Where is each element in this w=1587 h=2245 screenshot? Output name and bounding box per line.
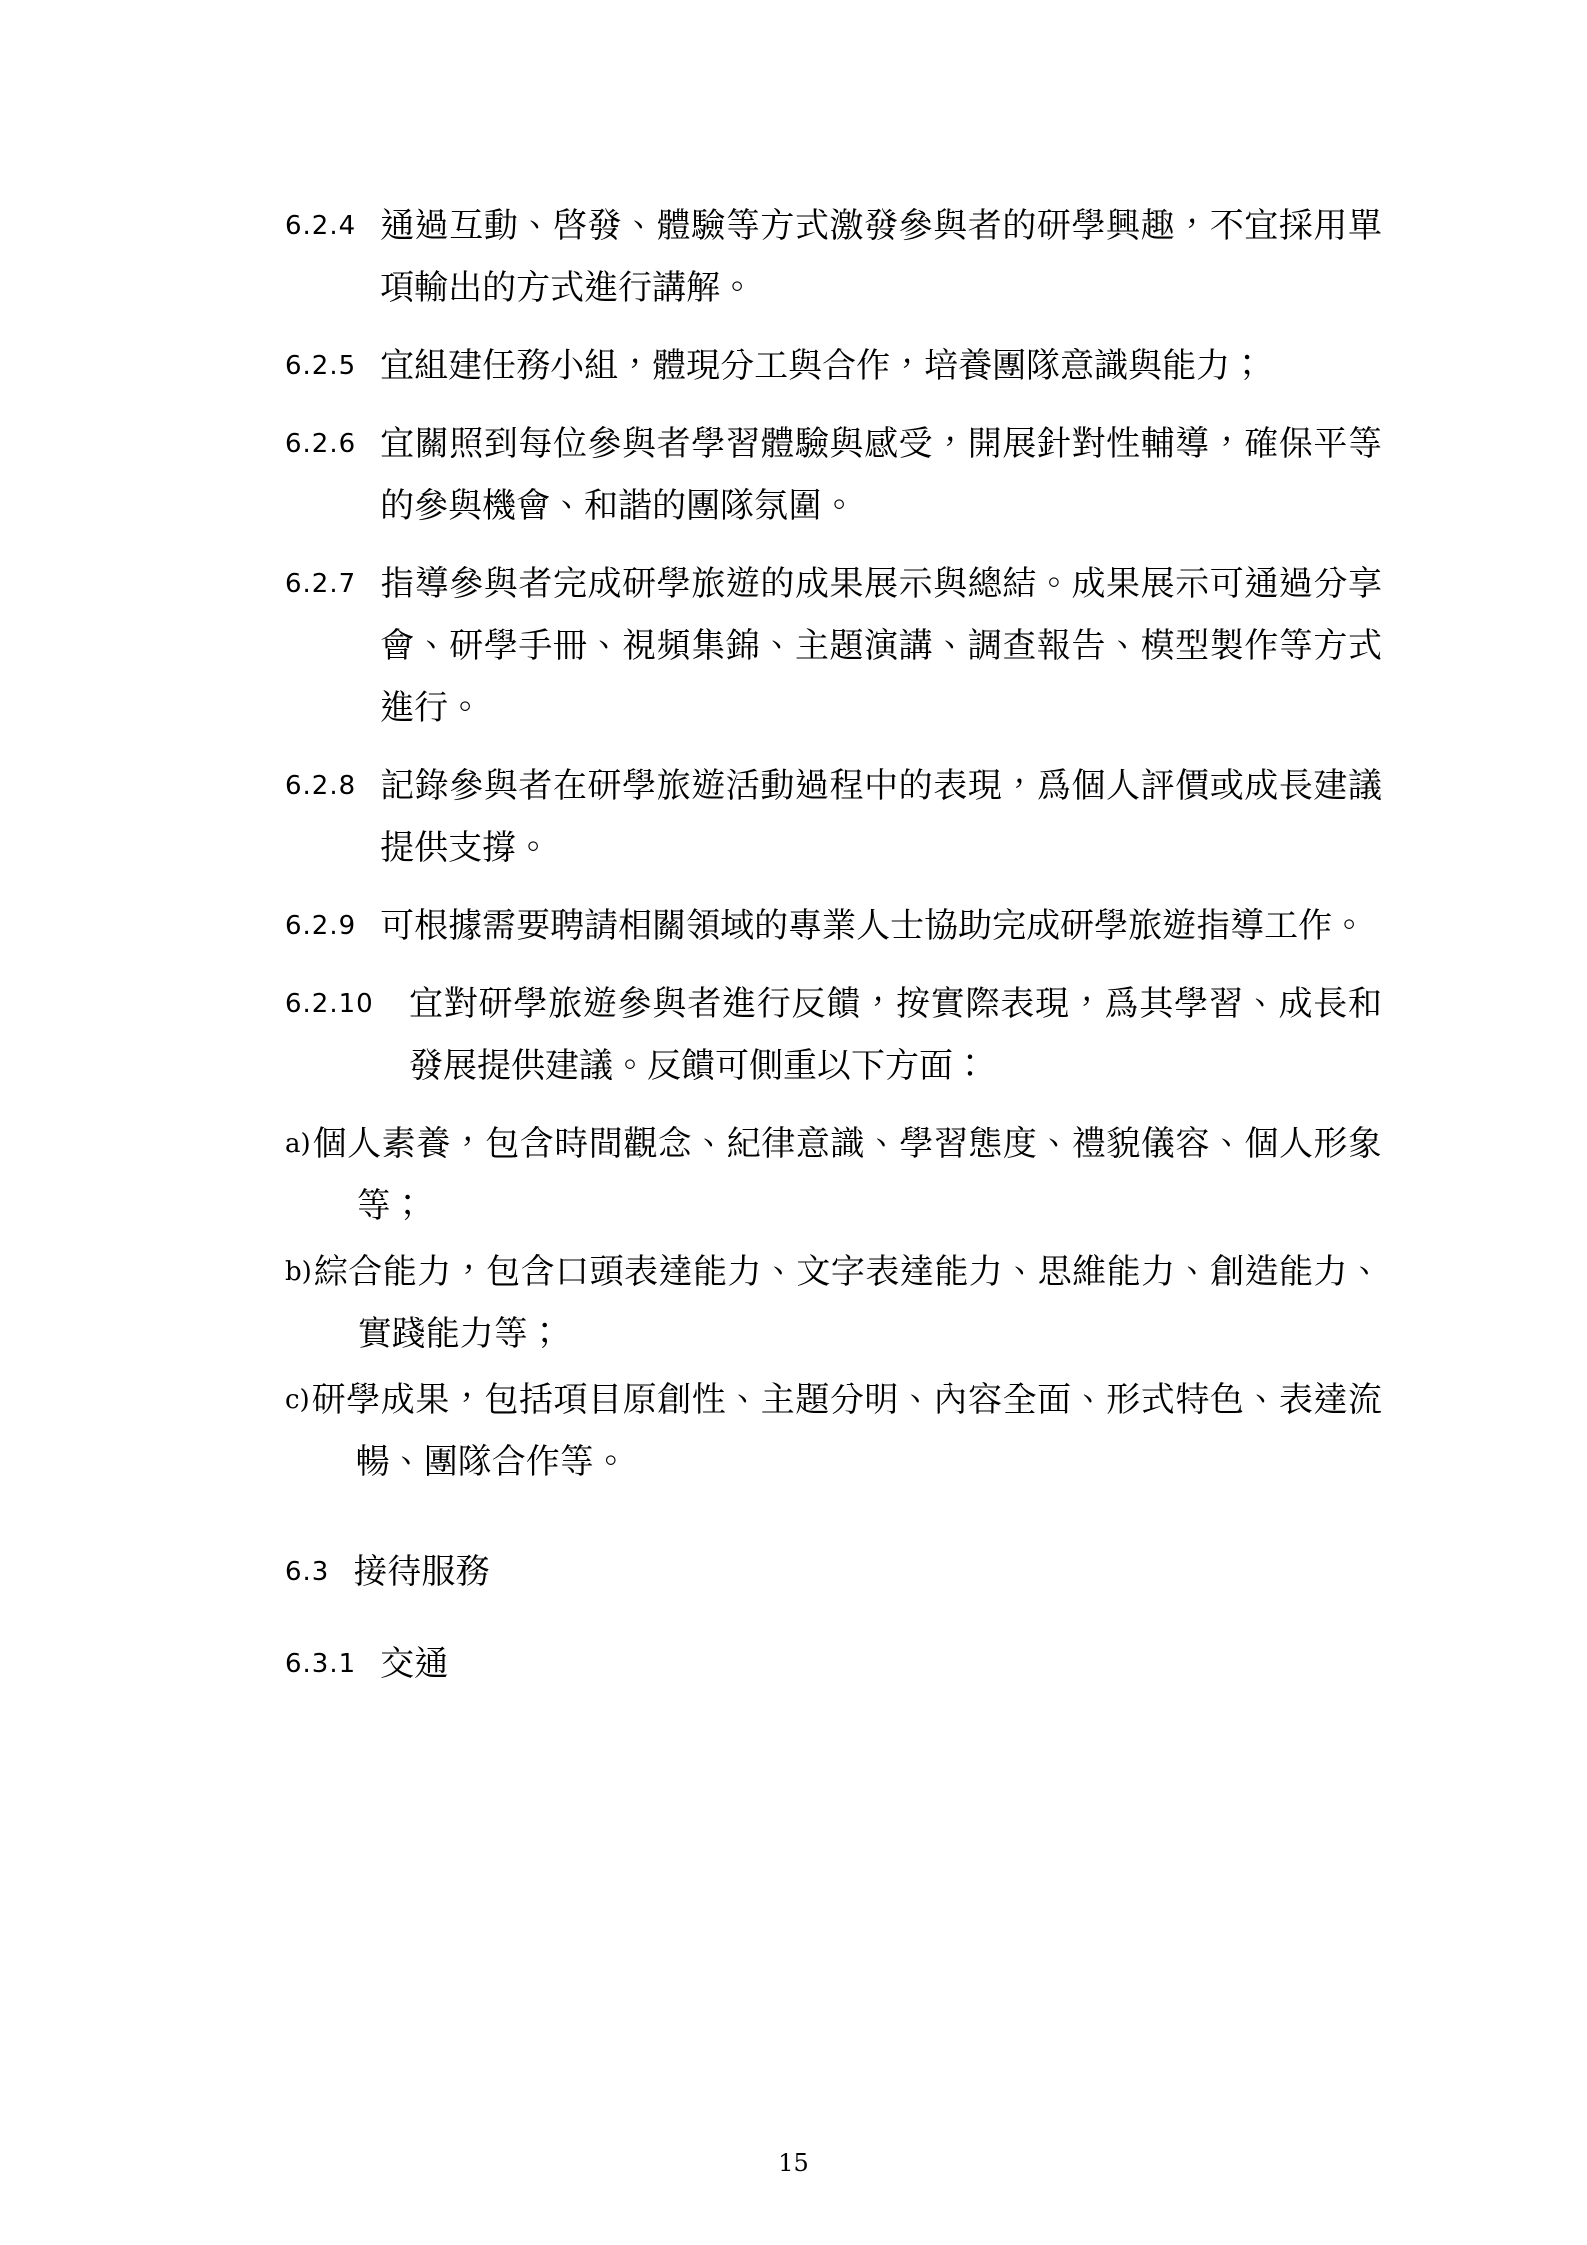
sub-item-a <box>285 1113 1382 1237</box>
clause-text: 宜關照到每位參與者學習體驗與感受，開展針對性輔導，確保平等的參與機會、和諧的團隊氛圍。 <box>380 424 1382 526</box>
clause-text: 通過互動、啓發、體驗等方式激發參與者的研學興趣，不宜採用單項輸出的方式進行講解。 <box>380 206 1382 308</box>
clause-text: 記錄參與者在研學旅遊活動過程中的表現，爲個人評價或成長建議提供支撐。 <box>380 766 1382 868</box>
sub-item-text <box>312 1241 1382 1365</box>
sub-item-text <box>311 1113 1382 1237</box>
sub-item-text-inner: 個人素養，包含時間觀念、紀律意識、學習態度、禮貌儀容、個人形象等； <box>312 1124 1382 1226</box>
clause-6-2-9 <box>285 895 1382 957</box>
clause-number: 6.2.7 <box>285 569 357 599</box>
heading-text: 接待服務 <box>353 1552 490 1592</box>
clause-text: 指導參與者完成研學旅遊的成果展示與總結。成果展示可通過分享會、研學手冊、視頻集錦、主題演講、調查報告、模型製作等方式進行。 <box>380 564 1382 728</box>
clause-6-2-5 <box>285 335 1382 397</box>
clause-6-2-7 <box>285 553 1382 739</box>
page-number: 15 <box>778 2149 809 2177</box>
heading-number: 6.3 <box>285 1557 330 1587</box>
sub-item-c <box>285 1369 1382 1493</box>
section-spacer <box>285 1497 1382 1511</box>
clause-number: 6.2.4 <box>285 211 357 241</box>
sub-item-b <box>285 1241 1382 1365</box>
clause-6-2-6 <box>285 413 1382 537</box>
heading-6-3 <box>285 1541 1382 1603</box>
clause-text: 宜組建任務小組，體現分工與合作，培養團隊意識與能力； <box>380 346 1265 386</box>
sub-item-letter: b) <box>285 1257 312 1287</box>
clause-number: 6.2.6 <box>285 429 357 459</box>
heading-number: 6.3.1 <box>285 1649 357 1679</box>
sub-item-text <box>310 1369 1382 1493</box>
clause-6-2-4 <box>285 195 1382 319</box>
heading-text: 交通 <box>380 1644 449 1684</box>
clause-number: 6.2.10 <box>285 989 374 1019</box>
sub-item-text-inner: 研學成果，包括項目原創性、主題分明、內容全面、形式特色、表達流暢、團隊合作等。 <box>311 1380 1382 1482</box>
sub-item-letter: a) <box>285 1129 311 1159</box>
clause-6-2-8 <box>285 755 1382 879</box>
sub-item-letter: c) <box>285 1385 310 1415</box>
heading-6-3-1 <box>285 1633 1382 1695</box>
clause-number: 6.2.5 <box>285 351 357 381</box>
clause-6-2-10 <box>285 973 1382 1097</box>
document-body <box>285 195 1382 1695</box>
clause-number: 6.2.9 <box>285 911 357 941</box>
clause-text: 可根據需要聘請相關領域的專業人士協助完成研學旅遊指導工作。 <box>380 906 1367 946</box>
sub-item-text-inner: 綜合能力，包含口頭表達能力、文字表達能力、思維能力、創造能力、實踐能力等； <box>313 1252 1382 1354</box>
clause-text: 宜對研學旅遊參與者進行反饋，按實際表現，爲其學習、成長和發展提供建議。反饋可側重以下方面： <box>409 984 1382 1086</box>
clause-number: 6.2.8 <box>285 771 357 801</box>
